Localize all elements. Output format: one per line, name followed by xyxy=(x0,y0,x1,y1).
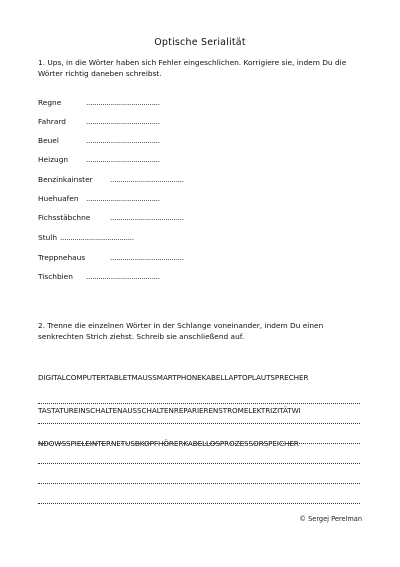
word-item xyxy=(38,117,378,127)
answer-line[interactable] xyxy=(38,503,360,504)
answer-dotted-line[interactable]: .................................... xyxy=(110,253,184,262)
answer-dotted-line[interactable]: .................................... xyxy=(60,233,134,242)
snake-line: TASTATUREINSCHALTENAUSSCHALTENREPARIERENSTROMELEKTRIZITÄTWI xyxy=(38,406,301,415)
answer-line[interactable] xyxy=(38,483,360,484)
misspelled-word: Fahrard xyxy=(38,117,66,126)
answer-dotted-line[interactable]: .................................... xyxy=(110,213,184,222)
answer-dotted-line[interactable]: .................................... xyxy=(86,155,160,164)
misspelled-word: Beuel xyxy=(38,136,59,145)
task2-instruction: 2. Trenne die einzelnen Wörter in der Schlange voneinander, indem Du einen senkrechten Strich ziehst. Schreib sie anschließend auf. xyxy=(38,321,324,341)
word-item xyxy=(38,194,378,204)
answer-dotted-line[interactable]: .................................... xyxy=(86,117,160,126)
snake-line: DIGITALCOMPUTERTABLETMAUSSMARTPHONEKABELLAPTOPLAUTSPRECHER xyxy=(38,373,309,382)
word-item xyxy=(38,253,378,263)
misspelled-word: Fichsstäbchne xyxy=(38,213,91,222)
word-item xyxy=(38,233,378,243)
misspelled-word: Treppnehaus xyxy=(38,253,86,262)
answer-line[interactable] xyxy=(38,463,360,464)
page-title: Optische Serialität xyxy=(154,37,246,48)
answer-dotted-line[interactable]: .................................... xyxy=(110,175,184,184)
word-item xyxy=(38,155,378,165)
word-item xyxy=(38,136,378,146)
misspelled-word: Regne xyxy=(38,98,62,107)
answer-line[interactable] xyxy=(38,403,360,404)
misspelled-word: Stulh xyxy=(38,233,58,242)
misspelled-word: Tischbien xyxy=(38,272,73,281)
word-item xyxy=(38,272,378,282)
misspelled-word: Huehuafen xyxy=(38,194,79,203)
answer-line[interactable] xyxy=(38,443,360,444)
word-snake xyxy=(38,350,368,471)
answer-dotted-line[interactable]: .................................... xyxy=(86,136,160,145)
misspelled-word: Benzinkainster xyxy=(38,175,93,184)
word-item xyxy=(38,175,378,185)
word-item xyxy=(38,213,378,223)
misspelled-word: Heizugn xyxy=(38,155,69,164)
snake-line: NDOWSSPIELEINTERNETUSBKOPFHÖRERKABELLOSPROZESSORSPEICHER xyxy=(38,439,299,448)
answer-line[interactable] xyxy=(38,423,360,424)
copyright-note: © Sergej Perelman xyxy=(299,515,362,523)
task1-instruction: 1. Ups, in die Wörter haben sich Fehler eingeschlichen. Korrigiere sie, indem Du die Wörter richtig daneben schreibst. xyxy=(38,58,347,78)
answer-dotted-line[interactable]: .................................... xyxy=(86,272,160,281)
answer-dotted-line[interactable]: .................................... xyxy=(86,98,160,107)
answer-dotted-line[interactable]: .................................... xyxy=(86,194,160,203)
word-item xyxy=(38,98,378,108)
